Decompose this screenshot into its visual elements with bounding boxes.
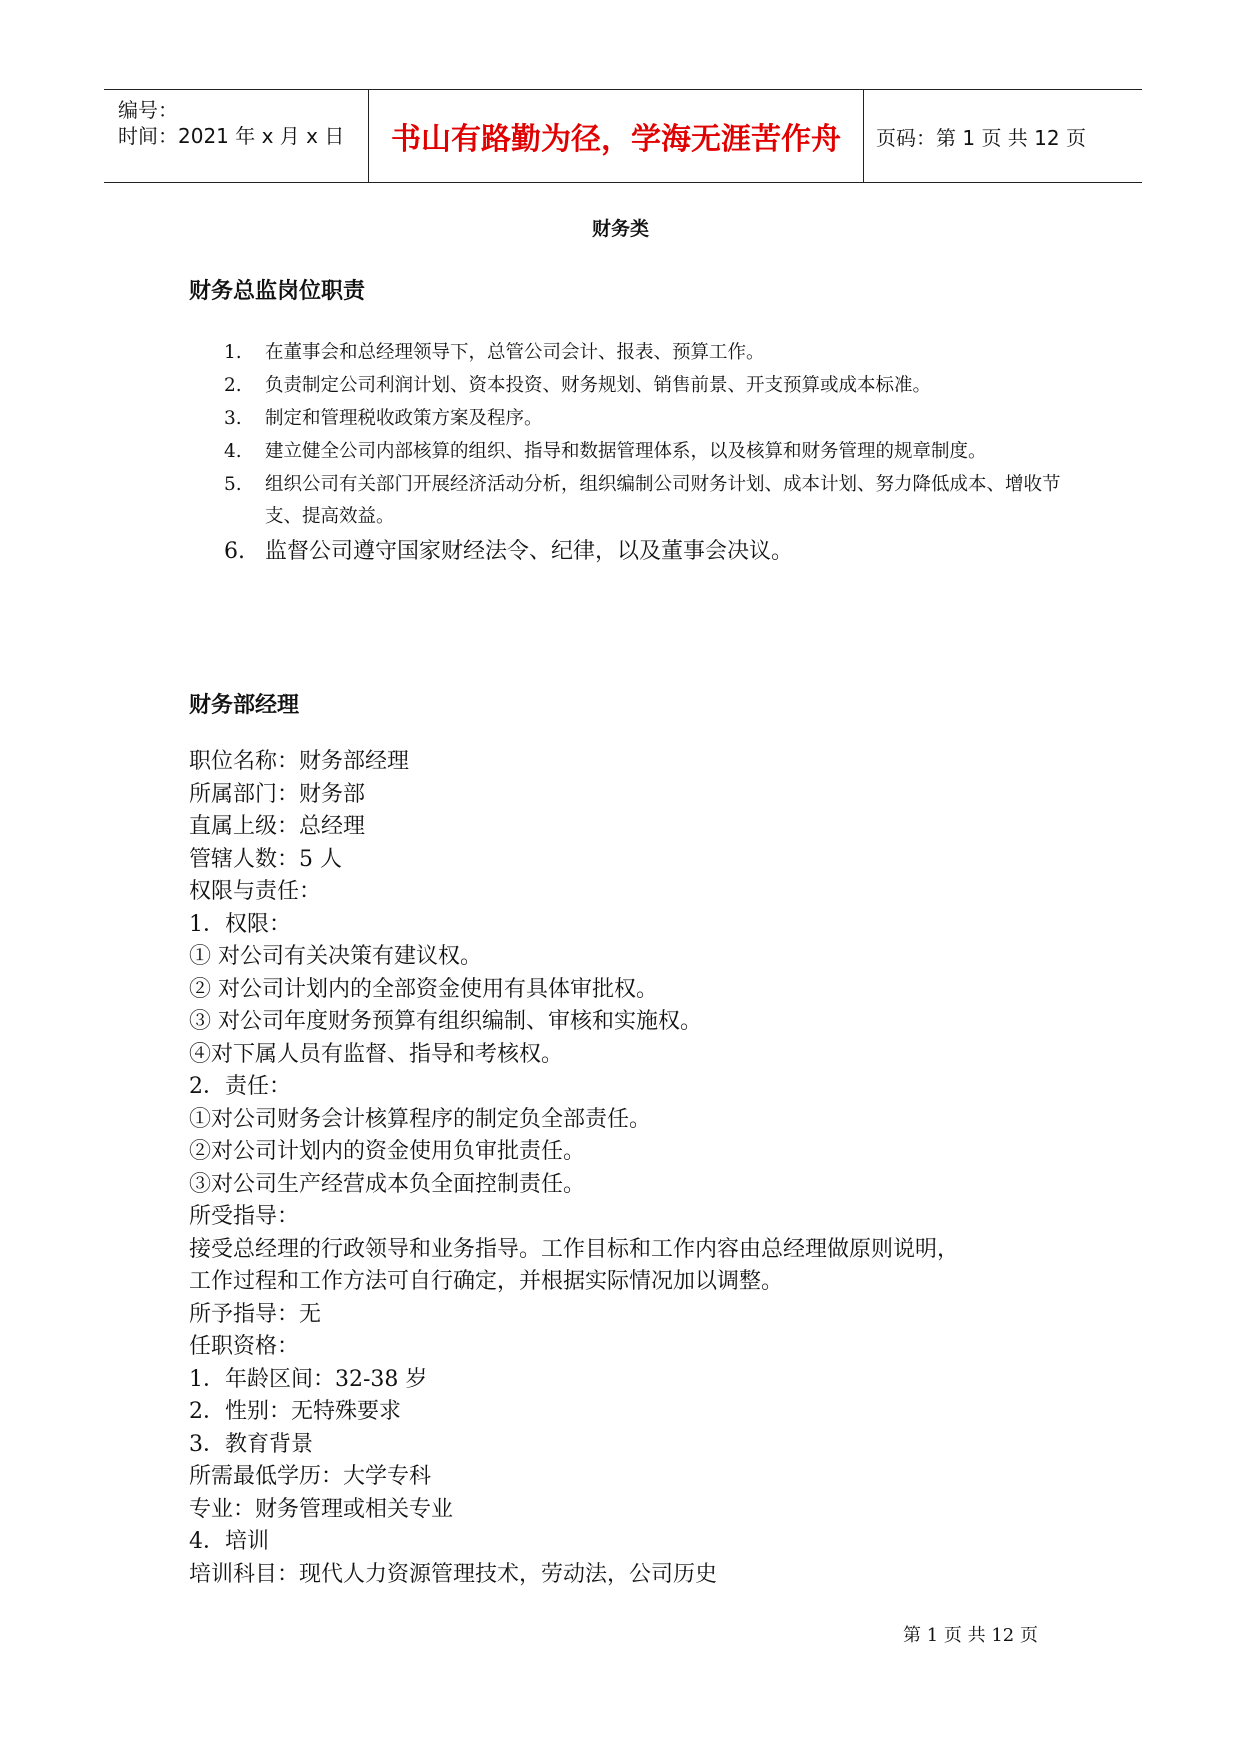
cfo-duties-list — [224, 337, 1064, 571]
duty-item: 2. 负责制定公司利润计划、资本投资、财务规划、销售前景、开支预算或成本标准。 — [224, 375, 932, 396]
page-footer: 第 1 页 共 12 页 — [903, 1625, 1038, 1646]
finance-manager-body — [189, 746, 1089, 1591]
duty-item: 6. 监督公司遵守国家财经法令、纪律，以及董事会决议。 — [224, 539, 794, 564]
body-line: ① 对公司有关决策有建议权。 — [189, 944, 482, 969]
body-line: ② 对公司计划内的全部资金使用有具体审批权。 — [189, 976, 658, 1002]
body-line: 接受总经理的行政领导和业务指导。工作目标和工作内容由总经理做原则说明， — [189, 1236, 960, 1262]
number-label: 编号： — [118, 98, 178, 122]
body-line: 所需最低学历：大学专科 — [189, 1464, 432, 1489]
category-heading: 财务类 — [591, 218, 649, 240]
body-line: 工作过程和工作方法可自行确定，并根据实际情况加以调整。 — [189, 1269, 784, 1294]
body-line: 1．权限： — [189, 911, 291, 937]
duty-item: 1. 在董事会和总经理领导下，总管公司会计、报表、预算工作。 — [224, 342, 765, 363]
body-line: ③ 对公司年度财务预算有组织编制、审核和实施权。 — [189, 1009, 702, 1034]
page-header-table — [104, 89, 1142, 183]
body-line: 所受指导： — [189, 1204, 300, 1229]
body-line: ②对公司计划内的资金使用负审批责任。 — [189, 1139, 586, 1164]
body-line: 职位名称：财务部经理 — [189, 749, 410, 774]
header-left-cell — [104, 90, 369, 182]
body-line: 所予指导：无 — [189, 1301, 322, 1327]
body-line: 专业：财务管理或相关专业 — [189, 1496, 454, 1522]
body-line: 培训科目：现代人力资源管理技术，劳动法，公司历史 — [189, 1561, 718, 1587]
duty-item: 5. 组织公司有关部门开展经济活动分析，组织编制公司财务计划、成本计划、努力降低成本、增收节支、提高效益。 — [224, 474, 1061, 527]
body-line: ①对公司财务会计核算程序的制定负全部责任。 — [189, 1106, 652, 1132]
body-line: ③对公司生产经营成本负全面控制责任。 — [189, 1171, 586, 1197]
body-line: 权限与责任： — [189, 879, 322, 904]
body-line: 1．年龄区间：32-38 岁 — [189, 1366, 428, 1392]
body-line: 所属部门：财务部 — [189, 781, 366, 807]
time-label: 时间：2021 年 x 月 x 日 — [118, 124, 345, 148]
body-line: 4．培训 — [189, 1529, 269, 1554]
body-line: 3．教育背景 — [189, 1431, 313, 1457]
body-line: 任职资格： — [189, 1334, 300, 1359]
body-line: 2．责任： — [189, 1074, 291, 1099]
page-label: 页码：第 1 页 共 12 页 — [876, 125, 1086, 150]
duty-item: 4. 建立健全公司内部核算的组织、指导和数据管理体系，以及核算和财务管理的规章制度。 — [224, 441, 987, 462]
body-line: ④对下属人员有监督、指导和考核权。 — [189, 1041, 564, 1067]
section-title-cfo: 财务总监岗位职责 — [189, 279, 366, 304]
section-title-finance-manager: 财务部经理 — [189, 693, 300, 718]
body-line: 管辖人数：5 人 — [189, 846, 342, 872]
motto-text: 书山有路勤为径，学海无涯苦作舟 — [391, 122, 841, 157]
header-motto-cell — [369, 90, 864, 182]
body-line: 直属上级：总经理 — [189, 814, 366, 839]
duty-item: 3. 制定和管理税收政策方案及程序。 — [224, 408, 543, 429]
body-line: 2．性别：无特殊要求 — [189, 1399, 401, 1424]
header-page-cell — [864, 90, 1142, 182]
